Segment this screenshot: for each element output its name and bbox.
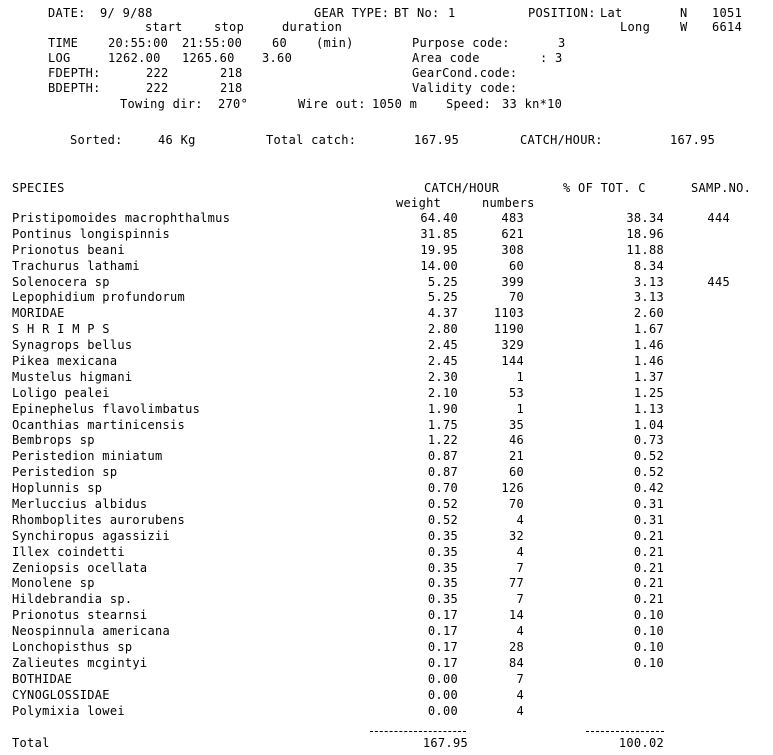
species-cell: CYNOGLOSSIDAE [12,687,110,702]
weight-cell: 1.90 [427,401,458,416]
species-cell: Pristipomoides macrophthalmus [12,211,231,225]
gearcond-code-label: GearCond.code: [412,66,518,80]
table-row [0,688,773,704]
numbers-cell: 21 [508,449,524,464]
species-cell: Neospinnula americana [12,624,171,639]
long-value: 6614 [712,20,743,34]
species-cell: Epinephelus flavolimbatus [12,401,201,416]
pct-cell: 0.21 [633,592,664,607]
numbers-cell: 399 [501,274,524,289]
species-cell: Synagrops bellus [12,338,133,353]
table-row [0,402,773,418]
numbers-cell: 4 [516,687,524,702]
total-row-label: Total [12,736,50,750]
total-weight-value: 167.95 [422,736,468,750]
weight-cell: 2.45 [427,354,458,369]
weight-cell: 0.52 [427,512,458,527]
weight-cell: 1.75 [427,417,458,432]
pct-cell: 1.25 [633,385,664,400]
species-cell: Hoplunnis sp [12,481,103,496]
species-cell: Trachurus lathami [12,258,140,273]
weight-cell: 14.00 [420,258,458,273]
table-row [0,704,773,720]
pct-cell: 0.21 [633,560,664,575]
weight-cell: 1.22 [427,433,458,448]
pct-cell: 1.13 [633,401,664,416]
weight-cell: 0.35 [427,576,458,591]
table-row [0,497,773,513]
table-row [0,481,773,497]
log-duration: 3.60 [262,51,293,65]
pct-cell: 11.88 [626,242,664,257]
species-cell: Pontinus longispinnis [12,226,171,241]
numbers-cell: 329 [501,338,524,353]
catch-hour-column-header: CATCH/HOUR [424,181,500,195]
numbers-cell: 35 [508,417,524,432]
table-row [0,513,773,529]
table-row [0,322,773,338]
col-stop-label: stop [214,20,245,34]
col-duration-label: duration [282,20,343,34]
pct-cell: 0.10 [633,655,664,670]
bdepth-start: 222 [146,81,169,95]
numbers-cell: 60 [508,258,524,273]
species-cell: Loligo pealei [12,385,110,400]
weight-cell: 0.70 [427,481,458,496]
species-cell: Zeniopsis ocellata [12,560,148,575]
catch-per-hour-value: 167.95 [670,133,716,147]
numbers-cell: 7 [516,560,524,575]
pct-cell: 8.34 [633,258,664,273]
table-row [0,465,773,481]
lat-value: 1051 [712,6,743,20]
log-start: 1262.00 [108,51,161,65]
long-dir: W [680,20,688,34]
pct-cell: 1.37 [633,369,664,384]
gear-type-label: GEAR TYPE: [314,6,390,20]
area-code-value: : 3 [540,51,563,65]
weight-total-rule [370,731,466,732]
pct-cell: 2.60 [633,306,664,321]
area-code-label: Area code [412,51,480,65]
numbers-cell: 7 [516,592,524,607]
table-row [0,624,773,640]
table-row [0,227,773,243]
weight-subheader: weight [396,196,442,210]
wire-out-value: 1050 m [372,97,418,111]
species-cell: Zalieutes mcgintyi [12,655,148,670]
log-stop: 1265.60 [182,51,235,65]
numbers-cell: 53 [508,385,524,400]
weight-cell: 0.00 [427,671,458,686]
weight-cell: 2.80 [427,322,458,337]
species-cell: Monolene sp [12,576,95,591]
towing-dir-value: 270° [218,97,249,111]
numbers-cell: 70 [508,497,524,512]
species-cell: MORIDAE [12,306,65,321]
numbers-cell: 308 [501,242,524,257]
species-cell: Illex coindetti [12,544,125,559]
weight-cell: 0.17 [427,640,458,655]
sample-number-cell: 444 [707,211,730,225]
weight-cell: 0.00 [427,687,458,702]
species-cell: Hildebrandia sp. [12,592,133,607]
numbers-cell: 4 [516,624,524,639]
numbers-cell: 1190 [493,322,524,337]
species-cell: BOTHIDAE [12,671,73,686]
towing-dir-label: Towing dir: [120,97,203,111]
table-row [0,449,773,465]
total-catch-label: Total catch: [266,133,357,147]
date-label: DATE: [48,6,86,20]
weight-cell: 64.40 [420,211,458,225]
table-row [0,386,773,402]
species-table-body [0,211,773,720]
pct-cell: 38.34 [626,211,664,225]
pct-cell: 0.10 [633,640,664,655]
sample-number-column-header: SAMP.NO. [691,181,752,195]
table-row [0,640,773,656]
weight-cell: 19.95 [420,242,458,257]
pct-cell: 0.31 [633,512,664,527]
pct-cell: 0.52 [633,449,664,464]
pct-cell: 0.10 [633,624,664,639]
table-row [0,592,773,608]
numbers-cell: 77 [508,576,524,591]
fdepth-start: 222 [146,66,169,80]
weight-cell: 2.30 [427,369,458,384]
species-cell: Solenocera sp [12,274,110,289]
species-cell: Prionotus stearnsi [12,608,148,623]
log-label: LOG [48,51,71,65]
numbers-cell: 4 [516,544,524,559]
col-start-label: start [145,20,183,34]
species-cell: Bembrops sp [12,433,95,448]
sorted-label: Sorted: [70,133,123,147]
pct-cell: 1.46 [633,338,664,353]
numbers-cell: 46 [508,433,524,448]
table-row [0,608,773,624]
no-label: No: [417,6,440,20]
pct-cell: 3.13 [633,290,664,305]
weight-cell: 0.35 [427,560,458,575]
table-row [0,529,773,545]
table-row [0,259,773,275]
weight-cell: 0.00 [427,703,458,718]
sorted-value: 46 Kg [158,133,196,147]
numbers-cell: 1 [516,369,524,384]
weight-cell: 0.52 [427,497,458,512]
numbers-cell: 84 [508,655,524,670]
pct-cell: 1.46 [633,354,664,369]
species-column-header: SPECIES [12,181,65,195]
numbers-cell: 1103 [493,306,524,321]
date-value: 9/ 9/88 [100,6,153,20]
pct-total-column-header: % OF TOT. C [563,181,646,195]
bdepth-stop: 218 [220,81,243,95]
table-row [0,576,773,592]
weight-cell: 0.35 [427,544,458,559]
time-unit: (min) [316,36,354,50]
pct-cell: 0.21 [633,528,664,543]
pct-cell: 0.10 [633,608,664,623]
species-cell: Prionotus beani [12,242,125,257]
no-value: 1 [448,6,456,20]
weight-cell: 5.25 [427,290,458,305]
time-start: 20:55:00 [108,36,169,50]
pct-cell: 0.21 [633,544,664,559]
numbers-cell: 621 [501,226,524,241]
table-row [0,243,773,259]
position-label: POSITION: [528,6,596,20]
fdepth-label: FDEPTH: [48,66,101,80]
fdepth-stop: 218 [220,66,243,80]
species-cell: Lonchopisthus sp [12,640,133,655]
table-row [0,306,773,322]
weight-cell: 4.37 [427,306,458,321]
species-cell: Peristedion miniatum [12,449,163,464]
catch-per-hour-label: CATCH/HOUR: [520,133,603,147]
numbers-cell: 32 [508,528,524,543]
species-cell: Peristedion sp [12,465,118,480]
weight-cell: 31.85 [420,226,458,241]
table-row [0,338,773,354]
table-row [0,433,773,449]
table-row [0,354,773,370]
table-row [0,561,773,577]
table-row [0,545,773,561]
numbers-cell: 483 [501,211,524,225]
numbers-cell: 1 [516,401,524,416]
speed-label: Speed: [446,97,492,111]
weight-cell: 5.25 [427,274,458,289]
gear-type-value: BT [394,6,410,20]
table-row [0,211,773,227]
total-pct-value: 100.02 [618,736,664,750]
speed-value: 33 kn*10 [502,97,563,111]
pct-cell: 0.52 [633,465,664,480]
table-row [0,672,773,688]
numbers-cell: 7 [516,671,524,686]
pct-cell: 1.04 [633,417,664,432]
numbers-cell: 126 [501,481,524,496]
weight-cell: 0.17 [427,655,458,670]
numbers-cell: 60 [508,465,524,480]
weight-cell: 0.17 [427,608,458,623]
pct-total-rule [586,731,664,732]
table-row [0,418,773,434]
time-label: TIME [48,36,79,50]
weight-cell: 0.17 [427,624,458,639]
weight-cell: 0.35 [427,528,458,543]
species-cell: Mustelus higmani [12,369,133,384]
table-row [0,290,773,306]
lat-dir: N [680,6,688,20]
weight-cell: 0.35 [427,592,458,607]
numbers-cell: 28 [508,640,524,655]
pct-cell: 0.31 [633,497,664,512]
time-duration: 60 [272,36,288,50]
species-cell: Lepophidium profundorum [12,290,186,305]
weight-cell: 0.87 [427,449,458,464]
species-cell: Rhomboplites aurorubens [12,512,186,527]
table-row [0,656,773,672]
bdepth-label: BDEPTH: [48,81,101,95]
pct-cell: 0.73 [633,433,664,448]
wire-out-label: Wire out: [298,97,366,111]
purpose-code-value: 3 [558,36,566,50]
species-cell: Pikea mexicana [12,354,118,369]
pct-cell: 1.67 [633,322,664,337]
species-cell: S H R I M P S [12,322,110,337]
numbers-cell: 14 [508,608,524,623]
pct-cell: 0.21 [633,576,664,591]
sample-number-cell: 445 [707,274,730,289]
pct-cell: 18.96 [626,226,664,241]
time-stop: 21:55:00 [182,36,243,50]
table-row [0,275,773,291]
species-cell: Merluccius albidus [12,497,148,512]
pct-cell: 0.42 [633,481,664,496]
table-row [0,370,773,386]
weight-cell: 2.45 [427,338,458,353]
purpose-code-label: Purpose code: [412,36,510,50]
numbers-cell: 4 [516,512,524,527]
long-label: Long [620,20,651,34]
numbers-subheader: numbers [482,196,535,210]
numbers-cell: 70 [508,290,524,305]
species-cell: Ocanthias martinicensis [12,417,186,432]
species-cell: Polymixia lowei [12,703,125,718]
weight-cell: 0.87 [427,465,458,480]
weight-cell: 2.10 [427,385,458,400]
total-catch-value: 167.95 [414,133,460,147]
species-cell: Synchiropus agassizii [12,528,171,543]
pct-cell: 3.13 [633,274,664,289]
validity-code-label: Validity code: [412,81,518,95]
numbers-cell: 144 [501,354,524,369]
lat-label: Lat [600,6,623,20]
numbers-cell: 4 [516,703,524,718]
